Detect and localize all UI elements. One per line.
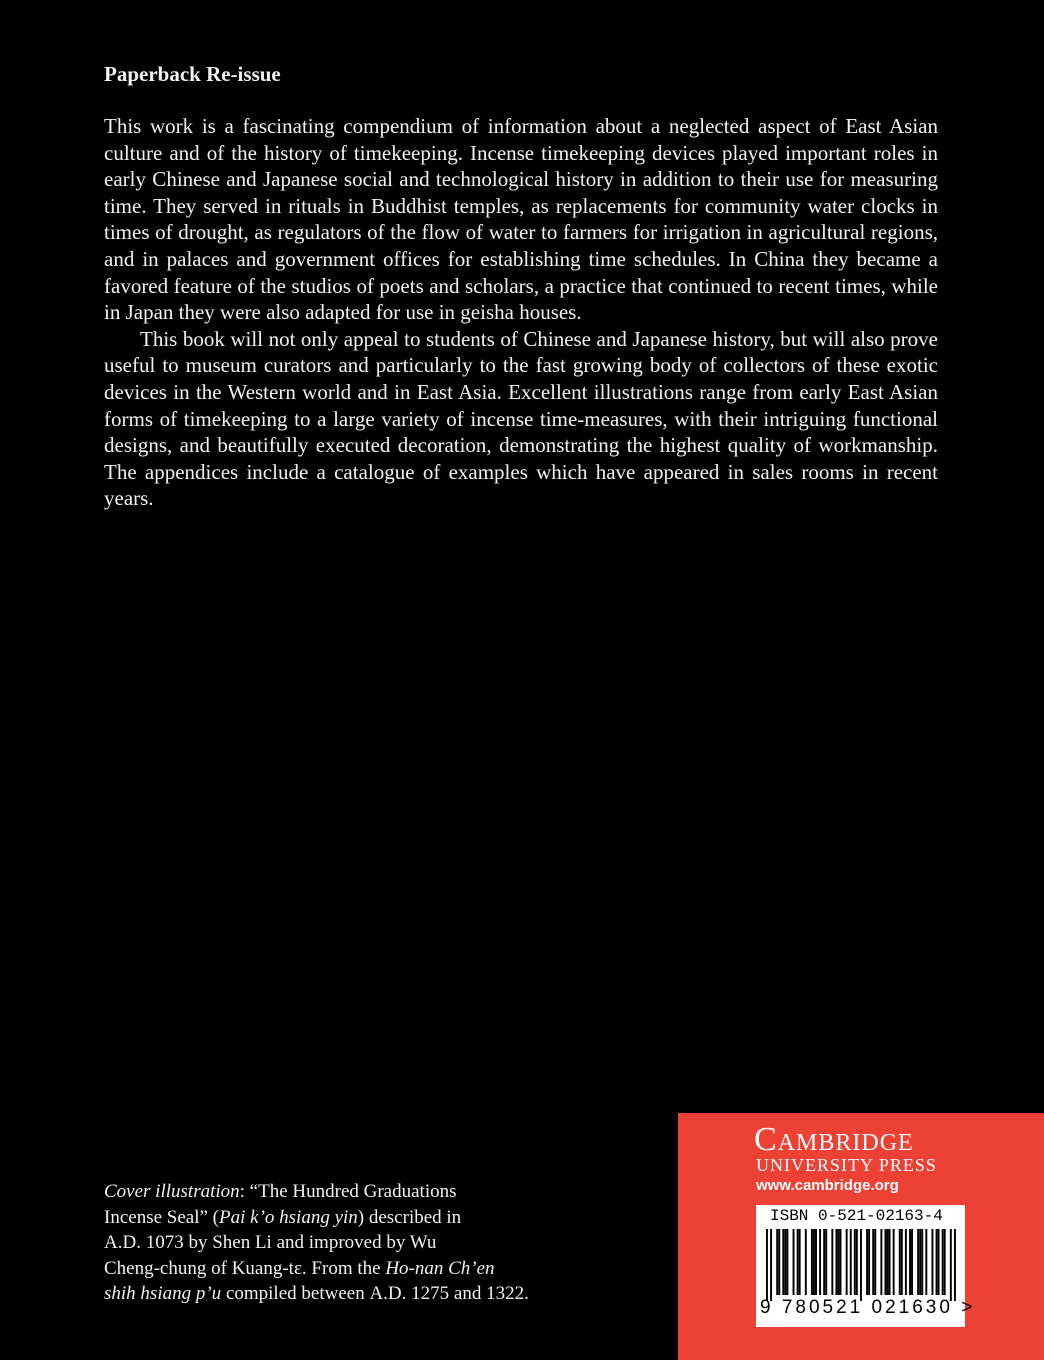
book-description — [104, 113, 938, 512]
caption-line-4 — [104, 1256, 574, 1282]
barcode-bar — [805, 1229, 807, 1295]
caption-label: Cover illustration — [104, 1181, 240, 1202]
publisher-subtitle: UNIVERSITY PRESS — [756, 1155, 937, 1175]
caption-text: 1073 by Shen Li and improved by Wu — [140, 1232, 437, 1254]
isbn-number: ISBN 0-521-02163-4 — [770, 1207, 943, 1225]
barcode-bar — [776, 1229, 778, 1295]
description-paragraph-1: This work is a fascinating compendium of information about a neglected aspect of East Asian culture and of the history of timekeeping. Incense timekeeping devices played important roles in early Chinese and Japanese social and technological history in addition to their use for measuring time. They served in rituals in Buddhist temples, as replacements for community water clocks in times of drought, as regulators of the flow of water to farmers for irrigation in agricultural regions, and in palaces and government offices for establishing time schedules. In China they became a favored feature of the studios of poets and scholars, a practice that continued to recent times, while in Japan they were also adapted for use in geisha houses. — [104, 114, 938, 325]
caption-text: Cheng-chung of Kuang-tɛ. From the — [104, 1257, 386, 1279]
barcode-bar — [880, 1229, 882, 1295]
caption-text: Incense Seal” ( — [104, 1206, 219, 1228]
barcode-bar — [921, 1229, 923, 1295]
barcode-bar — [919, 1229, 921, 1295]
barcode-bar — [770, 1229, 772, 1301]
barcode-bar — [860, 1229, 862, 1301]
barcode-bar — [901, 1229, 903, 1295]
barcode-bar — [811, 1229, 813, 1295]
barcode-bar — [825, 1229, 827, 1295]
barcode-bar — [911, 1229, 913, 1295]
publisher-url: www.cambridge.org — [756, 1177, 899, 1194]
barcode-bar — [793, 1229, 795, 1295]
barcode-bar — [799, 1229, 801, 1295]
barcode-bar — [813, 1229, 815, 1295]
caption-title: shih hsiang p’u — [104, 1283, 222, 1305]
barcode-bar — [766, 1229, 768, 1301]
barcode-bar — [893, 1229, 895, 1295]
cover-illustration-caption — [104, 1179, 574, 1307]
barcode-bar — [831, 1229, 833, 1295]
barcode-bar — [938, 1229, 940, 1295]
barcode-bar — [931, 1229, 933, 1295]
barcode-bar — [840, 1229, 842, 1295]
barcode-bar — [936, 1229, 938, 1295]
barcode-bar — [925, 1229, 927, 1295]
caption-text: : “The Hundred Graduations — [239, 1181, 457, 1202]
barcode-bar — [944, 1229, 946, 1295]
barcode-bar — [954, 1229, 956, 1301]
caption-line-2 — [104, 1205, 574, 1231]
barcode-bar — [835, 1229, 837, 1295]
barcode-bar — [823, 1229, 825, 1295]
barcode-bar — [866, 1229, 868, 1295]
barcode-bar — [909, 1229, 911, 1295]
barcode-bar — [884, 1229, 886, 1295]
barcode-bar — [917, 1229, 919, 1295]
caption-era: A.D. — [104, 1232, 141, 1254]
barcode-bar — [778, 1229, 780, 1295]
barcode-bar — [905, 1229, 907, 1295]
barcode-bar — [899, 1229, 901, 1295]
barcode-bar — [950, 1229, 952, 1301]
barcode — [766, 1229, 956, 1301]
barcode-bar — [850, 1229, 852, 1295]
barcode-bar — [784, 1229, 786, 1295]
barcode-bar — [872, 1229, 874, 1295]
publisher-name: Cambridge — [754, 1121, 914, 1158]
barcode-digits: 9 780521 021630 > — [760, 1297, 976, 1318]
barcode-bar — [838, 1229, 840, 1295]
barcode-bar — [819, 1229, 821, 1295]
barcode-bar — [868, 1229, 870, 1295]
caption-line-3 — [104, 1230, 574, 1256]
publisher-block — [678, 1113, 1044, 1360]
caption-text: 1275 and 1322. — [406, 1283, 529, 1305]
heading-paperback-reissue: Paperback Re-issue — [104, 62, 281, 86]
barcode-bar — [797, 1229, 799, 1295]
barcode-bar — [887, 1229, 889, 1295]
barcode-bar — [846, 1229, 848, 1295]
caption-text: compiled between — [221, 1283, 370, 1305]
caption-era: A.D. — [369, 1283, 407, 1305]
barcode-bar — [815, 1229, 817, 1295]
barcode-panel — [756, 1205, 976, 1327]
barcode-bar — [874, 1229, 876, 1295]
caption-title: Pai k’o hsiang yin — [219, 1206, 358, 1228]
description-paragraph-2: This book will not only appeal to students of Chinese and Japanese history, but will also prove useful to museum curators and particularly to the fast growing body of collectors of these exotic devices in the Western world and in East Asia. Excellent illustrations range from early East Asian forms of timekeeping to a large variety of incense time-measures, with their intriguing functional designs, and beautifully executed decoration, demonstrating the highest quality of workmanship. The appendices include a catalogue of examples which have appeared in sales rooms in recent years. — [104, 326, 938, 511]
barcode-bar — [942, 1229, 944, 1295]
caption-line-5 — [104, 1281, 574, 1307]
caption-line-1 — [104, 1179, 574, 1205]
barcode-bar — [889, 1229, 891, 1295]
caption-title: Ho-nan Ch’en — [385, 1257, 495, 1279]
caption-text: ) described in — [357, 1206, 462, 1228]
barcode-bar — [786, 1229, 788, 1295]
barcode-bar — [854, 1229, 856, 1295]
barcode-bar — [856, 1229, 858, 1295]
barcode-bar — [782, 1229, 784, 1295]
